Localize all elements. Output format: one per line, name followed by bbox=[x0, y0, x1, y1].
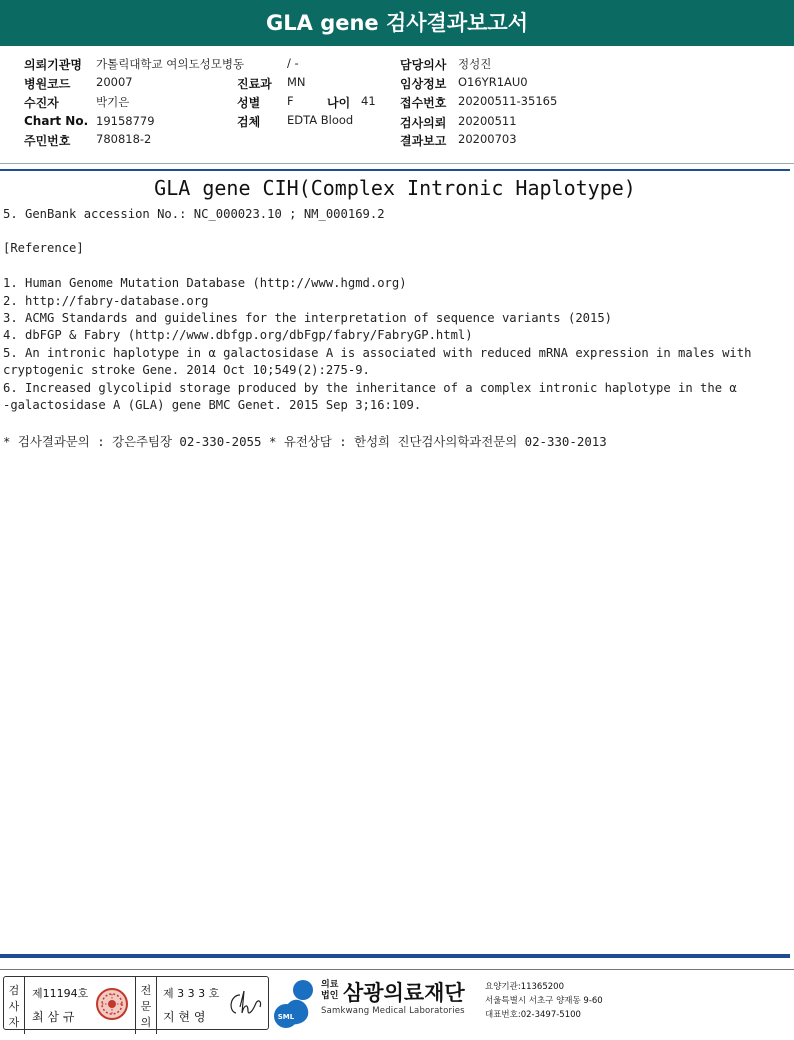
patient-info-block bbox=[0, 46, 794, 164]
body-line: cryptogenic stroke Gene. 2014 Oct 10;549(2):275-9. bbox=[3, 363, 370, 377]
org-prefix bbox=[321, 980, 338, 1002]
info-label: 의뢰기관명 bbox=[24, 58, 82, 72]
body-line: 5. An intronic haplotype in α galactosidase A is associated with reduced mRNA expression in males with bbox=[3, 346, 752, 360]
divider bbox=[0, 969, 794, 970]
info-value: 20007 bbox=[96, 75, 133, 89]
body-line: 3. ACMG Standards and guidelines for the interpretation of sequence variants (2015) bbox=[3, 311, 613, 325]
report-title: GLA gene 검사결과보고서 bbox=[266, 11, 528, 35]
info-label: 수진자 bbox=[24, 96, 59, 110]
contact-phone: 대표번호:02-3497-5100 bbox=[485, 1010, 581, 1020]
examiner-label bbox=[4, 977, 25, 1034]
info-label: 접수번호 bbox=[400, 96, 447, 110]
examiner-number: 제11194호 bbox=[32, 987, 89, 1000]
label-char: 의 bbox=[140, 1016, 152, 1029]
divider bbox=[0, 163, 794, 164]
info-label: 검체 bbox=[237, 115, 261, 129]
signature-icon bbox=[226, 987, 264, 1021]
logo-badge-text: SML bbox=[277, 1013, 295, 1021]
section-title: GLA gene CIH(Complex Intronic Haplotype) bbox=[154, 176, 636, 200]
specialist-number: 제 3 3 3 호 bbox=[163, 987, 220, 1000]
body-line: 5. GenBank accession No.: NC_000023.10 ; NM_000169.2 bbox=[3, 207, 385, 221]
org-name: 삼광의료재단 bbox=[343, 981, 465, 1005]
info-value: EDTA Blood bbox=[287, 113, 354, 127]
label-char: 사 bbox=[8, 1000, 20, 1013]
report-header-bar bbox=[0, 0, 794, 46]
info-value: 780818-2 bbox=[96, 132, 152, 146]
info-value: MN bbox=[287, 75, 306, 89]
body-line: 6. Increased glycolipid storage produced by the inheritance of a complex intronic haplotype in the α bbox=[3, 381, 737, 395]
age-label: 나이 bbox=[327, 96, 351, 110]
info-value: 20200511 bbox=[458, 114, 517, 128]
org-prefix-top: 의료 bbox=[321, 980, 339, 990]
info-label: 진료과 bbox=[237, 77, 272, 91]
info-label: Chart No. bbox=[24, 114, 89, 128]
info-label: 병원코드 bbox=[24, 77, 71, 91]
footer bbox=[0, 972, 794, 1038]
age-value: 41 bbox=[361, 94, 376, 108]
info-value: 20200511-35165 bbox=[458, 94, 558, 108]
body-line: 1. Human Genome Mutation Database (http://www.hgmd.org) bbox=[3, 276, 407, 290]
info-label: 결과보고 bbox=[400, 134, 447, 148]
org-prefix-bottom: 법인 bbox=[321, 991, 339, 1001]
divider bbox=[0, 954, 790, 958]
contact-address: 서울특별시 서초구 양재동 9-60 bbox=[485, 996, 603, 1006]
signature-box bbox=[3, 976, 269, 1030]
sml-logo-icon bbox=[272, 976, 320, 1030]
info-value: 20200703 bbox=[458, 132, 517, 146]
contact-line: * 검사결과문의 : 강은주팀장 02-330-2055 * 유전상담 : 한성희 진단검사의학과전문의 02-330-2013 bbox=[3, 434, 607, 449]
label-char: 전 bbox=[140, 984, 152, 997]
label-char: 검 bbox=[8, 984, 20, 997]
info-value: 박기은 bbox=[96, 95, 130, 109]
label-char: 자 bbox=[8, 1016, 20, 1029]
info-label: 담당의사 bbox=[400, 58, 447, 72]
org-name-en: Samkwang Medical Laboratories bbox=[321, 1006, 465, 1016]
info-value: 19158779 bbox=[96, 114, 155, 128]
specialist-label bbox=[135, 977, 157, 1034]
body-line: 4. dbFGP & Fabry (http://www.dbfgp.org/dbFgp/fabry/FabryGP.html) bbox=[3, 328, 473, 342]
info-label: 임상정보 bbox=[400, 77, 447, 91]
body-line: [Reference] bbox=[3, 241, 84, 255]
label-char: 문 bbox=[140, 1000, 152, 1013]
info-label: 성별 bbox=[237, 96, 261, 110]
info-value: F bbox=[287, 94, 294, 108]
contact-code: 요양기관:11365200 bbox=[485, 982, 564, 992]
info-label: 주민번호 bbox=[24, 134, 71, 148]
divider bbox=[0, 169, 790, 171]
info-label: 검사의뢰 bbox=[400, 116, 447, 130]
examiner-name: 최 삼 규 bbox=[32, 1010, 75, 1024]
seal-stamp-icon bbox=[95, 987, 129, 1021]
info-value: 가톨릭대학교 여의도성모병동 bbox=[96, 57, 245, 71]
info-value: / - bbox=[287, 56, 299, 70]
specialist-name: 지 현 영 bbox=[163, 1010, 206, 1024]
info-value: 정성진 bbox=[458, 57, 492, 71]
info-value: O16YR1AU0 bbox=[458, 75, 528, 89]
body-line: 2. http://fabry-database.org bbox=[3, 294, 209, 308]
body-line: -galactosidase A (GLA) gene BMC Genet. 2015 Sep 3;16:109. bbox=[3, 398, 422, 412]
